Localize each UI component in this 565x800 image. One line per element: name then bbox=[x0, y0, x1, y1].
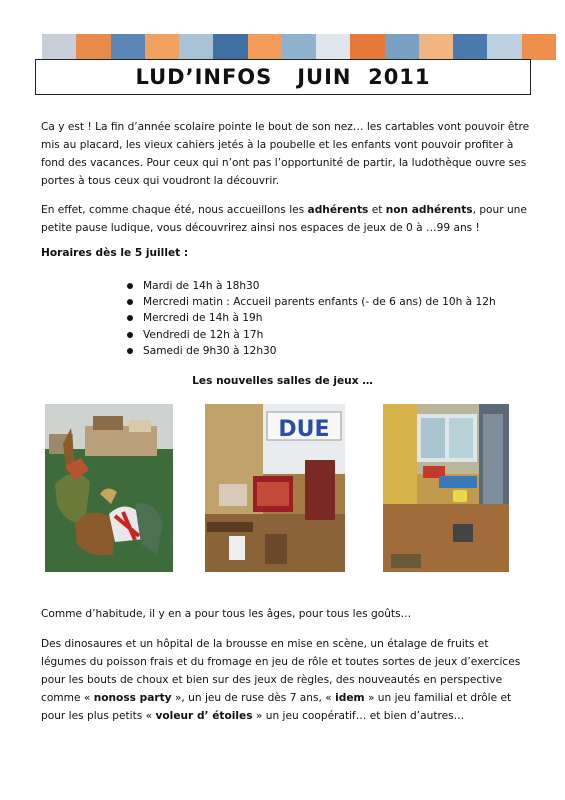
hours-item bbox=[127, 327, 496, 343]
banner-segment bbox=[419, 34, 453, 60]
banner-segment bbox=[111, 34, 145, 60]
bullet-icon bbox=[127, 315, 133, 321]
hours-item bbox=[127, 278, 496, 294]
photo-room-sign bbox=[205, 404, 345, 572]
banner-segment bbox=[213, 34, 247, 60]
game-nonoss-party: nonoss party bbox=[93, 692, 172, 704]
room-sign-image bbox=[205, 404, 345, 572]
hours-item-text: Samedi de 9h30 à 12h30 bbox=[143, 344, 277, 357]
members-label: adhérents bbox=[307, 204, 369, 216]
hours-title: Horaires dès le 5 juillet : bbox=[41, 247, 189, 259]
corridor-image bbox=[383, 404, 509, 572]
game-voleur-etoiles: voleur d’ étoiles bbox=[155, 710, 253, 722]
banner-segment bbox=[282, 34, 316, 60]
banner-segment bbox=[145, 34, 179, 60]
closing-text-3: » un jeu familial et drôle et pour les plus petits « bbox=[41, 692, 512, 722]
hours-item bbox=[127, 310, 496, 326]
title-box bbox=[35, 59, 531, 95]
banner-segment bbox=[487, 34, 521, 60]
header-banner bbox=[42, 34, 556, 60]
hours-item-text: Vendredi de 12h à 17h bbox=[143, 328, 264, 341]
closing-intro: Comme d’habitude, il y en a pour tous les âges, pour tous les goûts… bbox=[41, 608, 412, 620]
closing-text-2: », un jeu de ruse dès 7 ans, « bbox=[171, 692, 336, 704]
bullet-icon bbox=[127, 299, 133, 305]
photo-dinosaurs bbox=[45, 404, 173, 572]
banner-segment bbox=[385, 34, 419, 60]
welcome-text-2: et bbox=[368, 204, 386, 216]
closing-text-4: » un jeu coopératif… et bien d’autres… bbox=[252, 710, 465, 722]
dinosaurs-image bbox=[45, 404, 173, 572]
banner-segment bbox=[522, 34, 556, 60]
welcome-text-1: En effet, comme chaque été, nous accueillons les bbox=[41, 204, 308, 216]
game-idem: idem bbox=[335, 692, 365, 704]
photo-corridor bbox=[383, 404, 509, 572]
room-sign-text: DUE bbox=[278, 417, 330, 442]
banner-segment bbox=[248, 34, 282, 60]
intro-paragraph: Ca y est ! La fin d’année scolaire pointe le bout de son nez… les cartables vont pouvoir être mis au placard, les vieux cahiers jetés à la poubelle et les enfants vont pouvoir profiter à fond des vacances. Pour ceux qui n’ont pas l’opportunité de partir, la ludothèque ouvre ses portes à tous ceux qui voudront la découvrir. bbox=[41, 121, 530, 187]
hours-list bbox=[127, 278, 496, 359]
welcome-paragraph bbox=[41, 201, 531, 237]
hours-item-text: Mercredi de 14h à 19h bbox=[143, 312, 263, 325]
bullet-icon bbox=[127, 332, 133, 338]
hours-item-text: Mardi de 14h à 18h30 bbox=[143, 280, 260, 292]
page-title: LUD’INFOS JUIN 2011 bbox=[135, 65, 431, 89]
banner-segment bbox=[316, 34, 350, 60]
banner-segment bbox=[453, 34, 487, 60]
rooms-title: Les nouvelles salles de jeux … bbox=[192, 375, 373, 387]
welcome-text-3: , pour une petite pause ludique, vous découvrirez ainsi nos espaces de jeux de 0 à …99 ans ! bbox=[41, 204, 527, 234]
bullet-icon bbox=[127, 348, 133, 354]
non-members-label: non adhérents bbox=[385, 204, 473, 216]
closing-paragraph bbox=[41, 635, 531, 725]
banner-segment bbox=[350, 34, 384, 60]
bullet-icon bbox=[127, 283, 133, 289]
hours-item bbox=[127, 343, 496, 359]
closing-text-1: Des dinosaures et un hôpital de la brousse en mise en scène, un étalage de fruits et légumes du poisson frais et du fromage en jeu de rôle et toutes sortes de jeux d’exercices pour les bouts de choux et bien sur des jeux de règles, des nouveautés en perspective comme « bbox=[41, 638, 521, 704]
hours-item-text: Mercredi matin : Accueil parents enfants (- de 6 ans) de 10h à 12h bbox=[143, 296, 496, 309]
banner-segment bbox=[42, 34, 76, 60]
hours-item bbox=[127, 294, 496, 310]
banner-segment bbox=[76, 34, 110, 60]
banner-segment bbox=[179, 34, 213, 60]
